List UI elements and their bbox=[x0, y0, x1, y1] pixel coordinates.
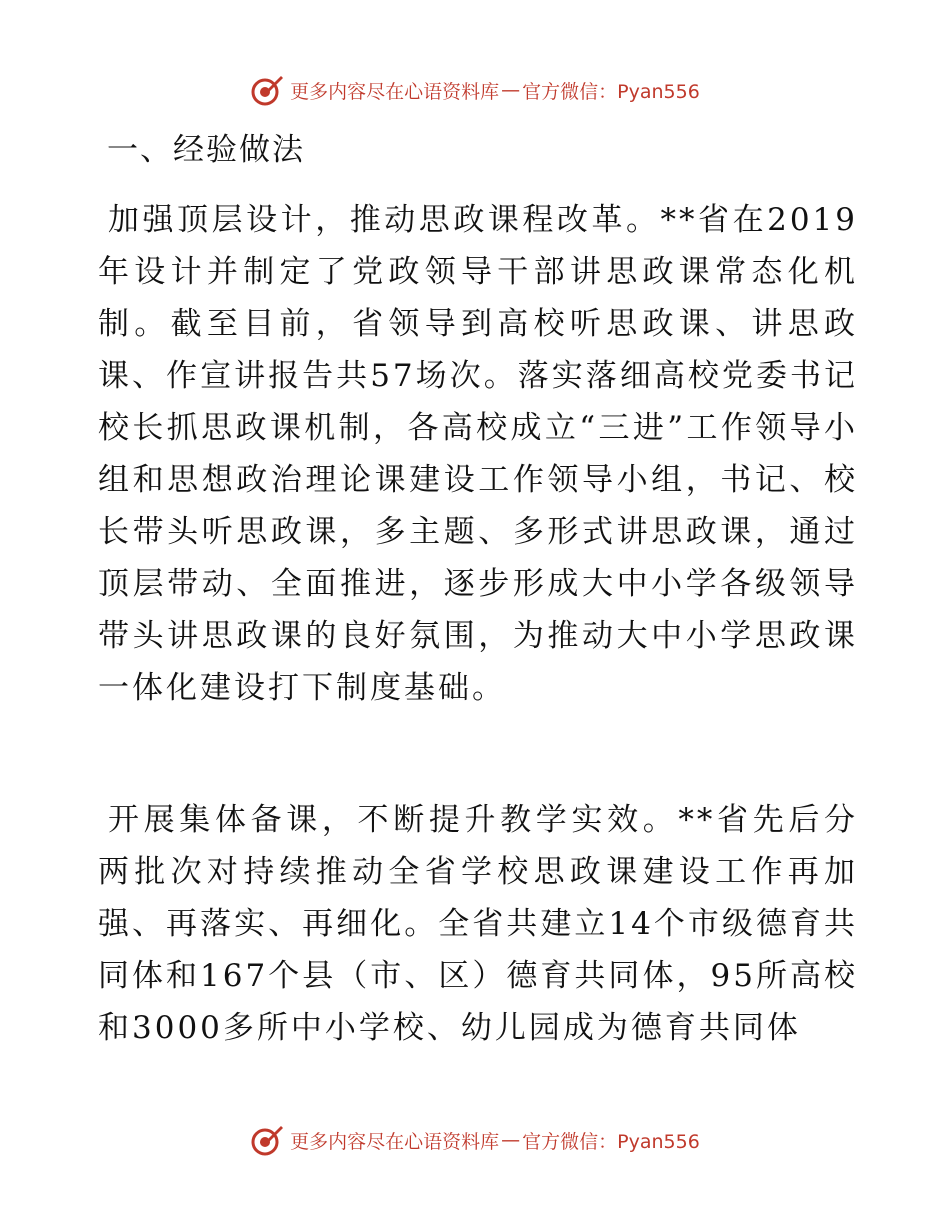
banner-wechat: 官方微信：Pyan556 bbox=[522, 1130, 700, 1153]
banner-wechat: 官方微信：Pyan556 bbox=[522, 80, 700, 103]
banner-text: 更多内容尽在心语资料库 bbox=[290, 80, 500, 103]
footer-watermark-banner bbox=[0, 1122, 950, 1158]
paragraph-1: 加强顶层设计，推动思政课程改革。**省在2019年设计并制定了党政领导干部讲思政课常态化机制。截至目前，省领导到高校听思政课、讲思政课、作宣讲报告共57场次。落实落细高校党委书记校长抓思政课机制，各高校成立“三进”工作领导小组和思想政治理论课建设工作领导小组，书记、校长带头听思政课，多主题、多形式讲思政课，通过顶层带动、全面推进，逐步形成大中小学各级领导带头讲思政课的良好氛围，为推动大中小学思政课一体化建设打下制度基础。 bbox=[98, 202, 858, 706]
section-heading: 一、经验做法 bbox=[107, 132, 305, 168]
paragraph-2: 开展集体备课，不断提升教学实效。**省先后分两批次对持续推动全省学校思政课建设工作再加强、再落实、再细化。全省共建立14个市级德育共同体和167个县（市、区）德育共同体，95所高校和3000多所中小学校、幼儿园成为德育共同体 bbox=[98, 802, 858, 1046]
quill-icon bbox=[250, 1123, 284, 1157]
banner-text: 更多内容尽在心语资料库 bbox=[290, 1130, 500, 1153]
banner-separator: — bbox=[501, 1129, 521, 1151]
header-watermark-banner bbox=[0, 72, 950, 108]
banner-separator: — bbox=[501, 79, 521, 101]
quill-icon bbox=[250, 73, 284, 107]
